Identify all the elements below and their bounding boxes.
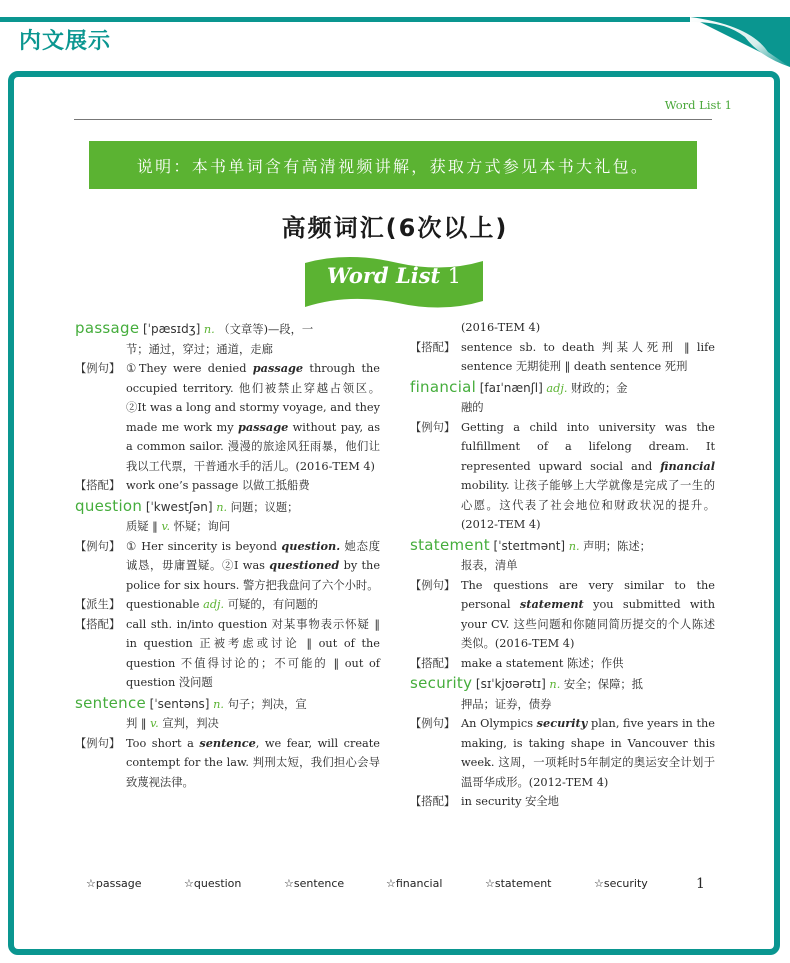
collocation-tag: 【搭配】 bbox=[410, 795, 456, 808]
definition-cont: 押品；证券，债券 bbox=[461, 697, 552, 711]
collocation-tag: 【搭配】 bbox=[410, 656, 456, 670]
example-tag: 【例句】 bbox=[410, 717, 456, 730]
definition: 安全；保障；抵 bbox=[563, 678, 643, 691]
definition-cont: 融的 bbox=[461, 401, 484, 414]
collocation: sentence sb. to death 判某人死刑 ‖ life sentence 无期徒刑 ‖ death sentence 死刑 bbox=[461, 340, 715, 373]
entry-question bbox=[75, 497, 380, 693]
notice-banner: 说明：本书单词含有高清视频讲解，获取方式参见本书大礼包。 bbox=[89, 141, 697, 189]
definition: 声明；陈述； bbox=[583, 539, 651, 553]
definition-cont: 报表，清单 bbox=[461, 559, 518, 572]
example-sentence: An Olympics security plan, five years in the making, is taking shape in Vancouver this week. 这周，一项耗时5年制定的奥运安全计划于温哥华成形。(2012-TEM 4) bbox=[461, 716, 715, 789]
entry-security bbox=[410, 674, 715, 812]
collocation: make a statement 陈述；作供 bbox=[461, 656, 624, 670]
headword: security bbox=[410, 674, 473, 692]
example-sentence: ①They were denied passage through the occupied territory. 他们被禁止穿越占领区。②It was a long and stormy voyage, and they made me work my passage without pay, as a common sailor. 漫漫的旅途风狂雨暴，他们让我以工代票，干普通水手的活儿。(2016-TEM 4) bbox=[126, 361, 380, 473]
headword: question bbox=[75, 496, 143, 515]
derivative: questionable adj. 可疑的，有问题的 bbox=[126, 598, 319, 611]
headword: financial bbox=[410, 377, 477, 396]
definition: （文章等)—段，一 bbox=[218, 323, 314, 336]
footer-word: ☆question bbox=[184, 877, 242, 890]
entry-statement bbox=[410, 536, 715, 674]
part-of-speech: n. bbox=[213, 697, 224, 711]
part-of-speech: n. bbox=[203, 323, 215, 336]
example-sentence: The questions are very similar to the personal statement you submitted with your CV. 这些问题和你随同简历提交的个人陈述类似。(2016-TEM 4) bbox=[461, 578, 715, 650]
footer-word: ☆statement bbox=[485, 877, 552, 890]
word-list-label bbox=[303, 263, 485, 288]
example-sentence: ① Her sincerity is beyond question. 她态度诚恳，毋庸置疑。②I was questioned by the police for six hours. 警方把我盘问了六个小时。 bbox=[126, 538, 381, 592]
example-sentence: Getting a child into university was the fulfillment of a lifelong dream. It represented upward social and financial mobility. 让孩子能够上大学就像是完成了一生的心愿。这代表了社会地位和财政状况的提升。(2012-TEM 4) bbox=[461, 420, 715, 531]
footer-word: ☆financial bbox=[386, 877, 443, 890]
header-bar bbox=[0, 17, 700, 22]
phonetic: [sɪˈkjʊərətɪ] bbox=[475, 677, 546, 691]
definition-cont: 判 ‖ v. 宣判，判决 bbox=[126, 717, 219, 730]
part-of-speech: n. bbox=[549, 678, 561, 691]
example-tag: 【例句】 bbox=[75, 362, 121, 375]
phonetic: [ˈpæsɪdʒ] bbox=[142, 322, 201, 336]
collocation: in security 安全地 bbox=[461, 795, 559, 808]
footer-word: ☆passage bbox=[86, 877, 142, 890]
example-tag: 【例句】 bbox=[410, 420, 456, 434]
definition: 问题；议题； bbox=[230, 500, 299, 514]
collocation-tag: 【搭配】 bbox=[75, 617, 121, 631]
page-curl-decoration bbox=[690, 17, 790, 67]
example-tag: 【例句】 bbox=[75, 736, 121, 750]
page-number: 1 bbox=[696, 876, 705, 892]
right-column bbox=[410, 318, 715, 812]
example-tag: 【例句】 bbox=[75, 539, 121, 553]
collocation-tag: 【搭配】 bbox=[75, 479, 121, 492]
headword: statement bbox=[410, 535, 490, 554]
footer-word: ☆security bbox=[594, 877, 648, 890]
word-list-number: 1 bbox=[447, 264, 461, 288]
header-rule bbox=[74, 119, 712, 120]
page-title: 高频词汇(6次以上) bbox=[281, 214, 509, 242]
footer-word: ☆sentence bbox=[284, 877, 345, 890]
section-title: 内文展示 bbox=[19, 29, 112, 54]
definition-cont: 节；通过，穿过；通道，走廊 bbox=[126, 342, 273, 356]
phonetic: [ˈsentəns] bbox=[149, 696, 210, 711]
example-sentence: Too short a sentence, we fear, will create contempt for the law. 判刑太短，我们担心会导致蔑视法律。 bbox=[126, 735, 380, 789]
entry-sentence-continued bbox=[410, 318, 715, 377]
left-column bbox=[75, 318, 380, 792]
part-of-speech: adj. bbox=[546, 381, 568, 395]
collocation: call sth. in/into question 对某事物表示怀疑 ‖ in question 正被考虑或讨论 ‖ out of the question 不值得讨论的；不可能的 ‖ out of question 没问题 bbox=[126, 617, 380, 689]
example-tag: 【例句】 bbox=[410, 578, 456, 592]
entry-sentence bbox=[75, 694, 380, 793]
part-of-speech: n. bbox=[216, 500, 228, 514]
headword: passage bbox=[75, 319, 140, 337]
running-head: Word List 1 bbox=[664, 98, 732, 112]
entry-passage bbox=[75, 319, 380, 496]
collocation-tag: 【搭配】 bbox=[410, 340, 456, 354]
part-of-speech: n. bbox=[568, 539, 580, 553]
derivative-tag: 【派生】 bbox=[75, 598, 121, 611]
entry-financial bbox=[410, 378, 715, 535]
collocation: work one’s passage 以做工抵船费 bbox=[126, 479, 310, 492]
word-list-text: Word List bbox=[327, 263, 441, 288]
phonetic: [faɪˈnænʃl] bbox=[479, 380, 543, 395]
definition-cont: 质疑 ‖ v. 怀疑；询问 bbox=[126, 520, 231, 533]
phonetic: [ˈkwestʃən] bbox=[145, 499, 213, 514]
headword: sentence bbox=[75, 693, 147, 712]
definition: 财政的；金 bbox=[571, 381, 628, 395]
phonetic: [ˈsteɪtmənt] bbox=[493, 538, 566, 553]
definition: 句子；判决，宣 bbox=[227, 697, 307, 711]
example-source: (2016-TEM 4) bbox=[461, 321, 541, 334]
